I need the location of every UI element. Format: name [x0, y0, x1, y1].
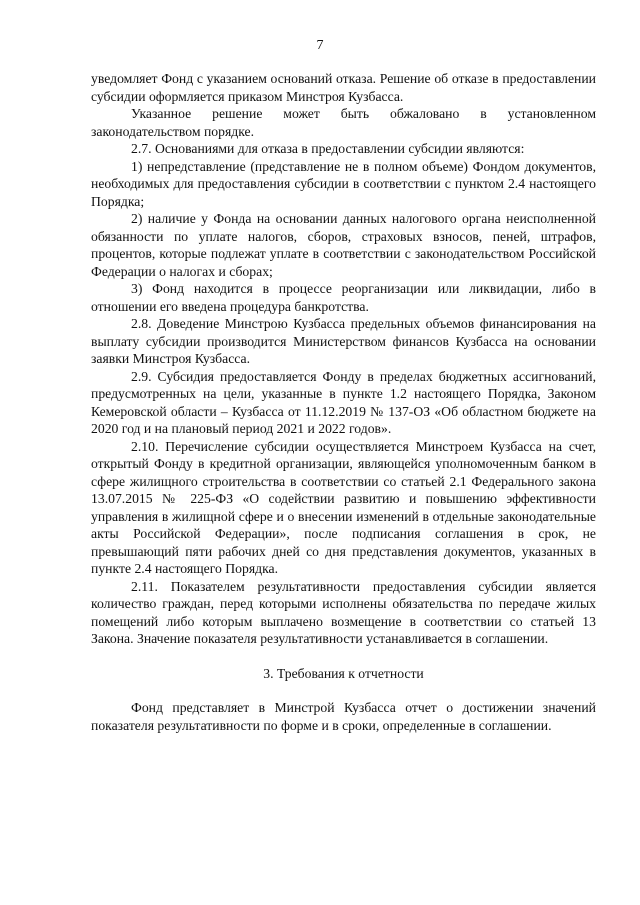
paragraph-2-9: 2.9. Субсидия предоставляется Фонду в пределах бюджетных ассигнований, предусмотренных на цели, указанные в пункте 1.2 настоящего Порядка, Законом Кемеровской области – Кузбасса от 11.12.2019 № 137-ОЗ «Об областном бюджете на 2020 год и на плановый период 2021 и 2022 годов». — [91, 368, 596, 436]
paragraph-appeal: Указанное решение может быть обжаловано в установленном законодательством порядке. — [91, 106, 596, 139]
paragraph-2-7-item-2: 2) наличие у Фонда на основании данных налогового органа неисполненной обязанности по уплате налогов, сборов, страховых взносов, пеней, штрафов, процентов, которые подлежат уплате в соответствии с законодательством Российской Федерации о налогах и сборах; — [91, 211, 596, 279]
paragraph-2-8: 2.8. Доведение Минстрою Кузбасса предельных объемов финансирования на выплату субсидии производится Министерством финансов Кузбасса на основании заявки Минстроя Кузбасса. — [91, 316, 596, 366]
section-heading: 3. Требования к отчетности — [263, 665, 424, 681]
section-paragraph: Фонд представляет в Минстрой Кузбасса отчет о достижении значений показателя результативности по форме и в сроки, определенные в соглашении. — [91, 700, 596, 733]
paragraph-2-10: 2.10. Перечисление субсидии осуществляется Минстроем Кузбасса на счет, открытый Фонду в кредитной организации, являющейся уполномоченным банком в сфере жилищного строительства в соответствии со статьей 2.1 Федерального закона 13.07.2015 № 225-ФЗ «О содействии развитию и повышению эффективности управления в жилищной сфере и о внесении изменений в отдельные законодательные акты Российской Федерации», после подписания соглашения в срок, не превышающий пяти рабочих дней со дня представления документов, указанных в пункте 2.4 настоящего Порядка. — [91, 438, 596, 576]
paragraph-2-7-item-3: 3) Фонд находится в процессе реорганизации или ликвидации, либо в отношении его введена процедура банкротства. — [91, 281, 596, 314]
document-body — [91, 70, 596, 734]
paragraph-2-11: 2.11. Показателем результативности предоставления субсидии является количество граждан, перед которыми исполнены обязательства по передаче жилых помещений либо которым выплачено возмещение в соответствии со статьей 13 Закона. Значение показателя результативности устанавливается в соглашении. — [91, 578, 596, 646]
paragraph-2-7: 2.7. Основаниями для отказа в предоставлении субсидии являются: — [131, 141, 525, 156]
paragraph-2-7-item-1: 1) непредставление (представление не в полном объеме) Фондом документов, необходимых для предоставления субсидии в соответствии с пунктом 2.4 настоящего Порядка; — [91, 158, 596, 209]
paragraph-refusal-notice: уведомляет Фонд с указанием оснований отказа. Решение об отказе в предоставлении субсидии оформляется приказом Минстроя Кузбасса. — [91, 71, 596, 104]
page-number: 7 — [316, 38, 324, 53]
